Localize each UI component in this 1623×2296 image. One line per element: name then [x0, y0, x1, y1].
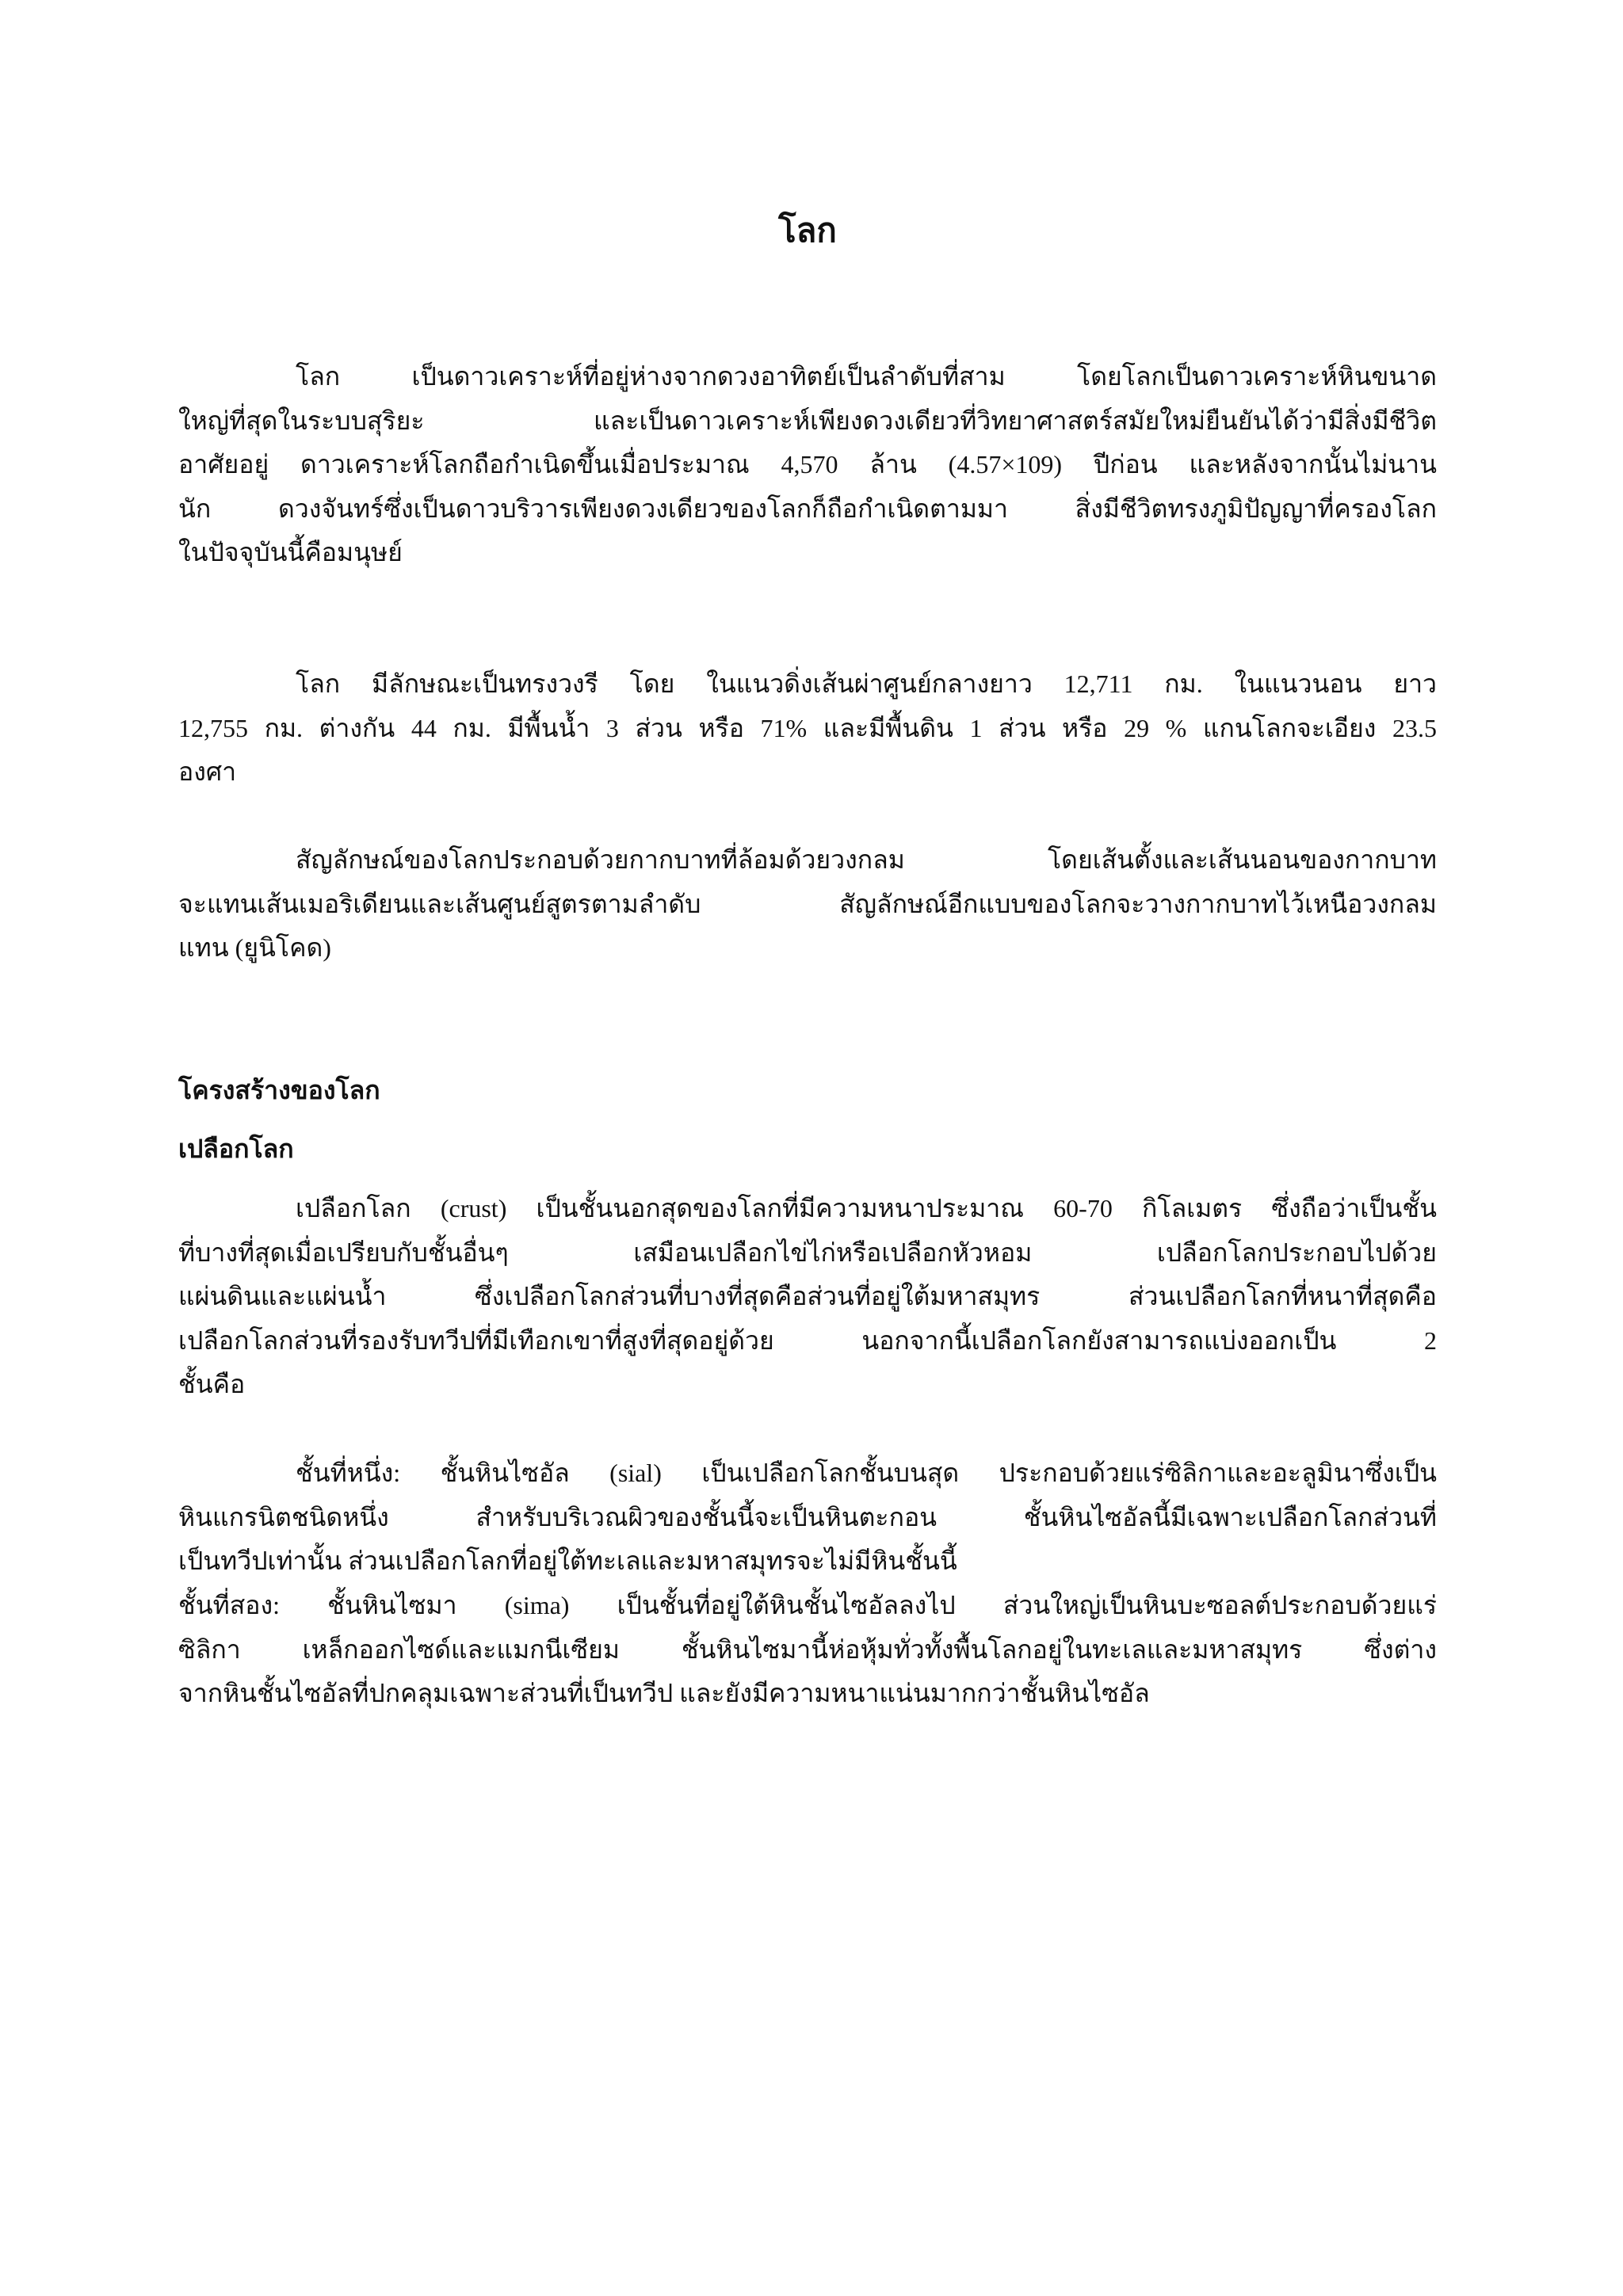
text-line: ชั้นคือ	[178, 1370, 246, 1398]
text-line: สัญลักษณ์ของโลกประกอบด้วยกากบาทที่ล้อมด้วยวงกลม โดยเส้นตั้งและเส้นนอนของกากบาท	[296, 845, 1437, 874]
text-line: จากหินชั้นไซอัลที่ปกคลุมเฉพาะส่วนที่เป็นทวีป และยังมีความหนาแน่นมากกว่าชั้นหินไซอัล	[178, 1679, 1150, 1707]
crust-paragraph	[178, 1187, 1437, 1407]
text-line: เป็นทวีปเท่านั้น ส่วนเปลือกโลกที่อยู่ใต้ทะเลและมหาสมุทรจะไม่มีหินชั้นนี้	[178, 1547, 957, 1575]
text-line: เปลือกโลกส่วนที่รองรับทวีปที่มีเทือกเขาที่สูงที่สุดอยู่ด้วย นอกจากนี้เปลือกโลกยังสามารถแบ่งออกเป็น 2	[178, 1325, 1437, 1355]
text-line: ใหญ่ที่สุดในระบบสุริยะ และเป็นดาวเคราะห์เพียงดวงเดียวที่วิทยาศาสตร์สมัยใหม่ยืนยันได้ว่ามีสิ่งมีชีวิต	[178, 406, 1437, 435]
document-title: โลก	[778, 213, 837, 250]
text-line: ในปัจจุบันนี้คือมนุษย์	[178, 538, 403, 566]
text-line: นัก ดวงจันทร์ซึ่งเป็นดาวบริวารเพียงดวงเดียวของโลกก็ถือกำเนิดตามมา สิ่งมีชีวิตทรงภูมิปัญญาที่ครองโลก	[178, 494, 1437, 523]
text-line: แผ่นดินและแผ่นน้ำ ซึ่งเปลือกโลกส่วนที่บางที่สุดคือส่วนที่อยู่ใต้มหาสมุทร ส่วนเปลือกโลกที่หนาที่สุดคือ	[178, 1282, 1437, 1310]
text-line: ซิลิกา เหล็กออกไซด์และแมกนีเซียม ชั้นหินไซมานี้ห่อหุ้มทั่วทั้งพื้นโลกอยู่ในทะเลและมหาสมุทร ซึ่งต่าง	[178, 1634, 1437, 1664]
intro-paragraph-2	[178, 662, 1437, 795]
text-line: ชั้นที่สอง: ชั้นหินไซมา (sima) เป็นชั้นที่อยู่ใต้หินชั้นไซอัลลงไป ส่วนใหญ่เป็นหินบะซอลต์ประกอบด้วยแร่	[178, 1591, 1437, 1619]
text-line: หินแกรนิตชนิดหนึ่ง สำหรับบริเวณผิวของชั้นนี้จะเป็นหินตะกอน ชั้นหินไซอัลนี้มีเฉพาะเปลือกโลกส่วนที่	[178, 1502, 1437, 1531]
text-line: โลก เป็นดาวเคราะห์ที่อยู่ห่างจากดวงอาทิตย์เป็นลำดับที่สาม โดยโลกเป็นดาวเคราะห์หินขนาด	[296, 362, 1437, 391]
text-line: แทน (ยูนิโคด)	[178, 933, 331, 962]
intro-paragraph-1	[178, 355, 1437, 575]
text-line: 12,755 กม. ต่างกัน 44 กม. มีพื้นน้ำ 3 ส่วน หรือ 71% และมีพื้นดิน 1 ส่วน หรือ 29 % แกนโลกจะเอียง 23.5	[178, 713, 1437, 742]
sima-paragraph	[178, 1584, 1437, 1716]
subsection-heading: เปลือกโลก	[178, 1135, 294, 1163]
section-heading: โครงสร้างของโลก	[178, 1076, 380, 1104]
text-line: จะแทนเส้นเมอริเดียนและเส้นศูนย์สูตรตามลำดับ สัญลักษณ์อีกแบบของโลกจะวางกากบาทไว้เหนือวงกลม	[178, 889, 1437, 918]
sial-paragraph	[178, 1451, 1437, 1584]
intro-paragraph-3	[178, 838, 1437, 971]
text-line: องศา	[178, 757, 237, 786]
text-line: ชั้นที่หนึ่ง: ชั้นหินไซอัล (sial) เป็นเปลือกโลกชั้นบนสุด ประกอบด้วยแร่ซิลิกาและอะลูมินาซึ่งเป็น	[296, 1459, 1437, 1487]
text-line: โลก มีลักษณะเป็นทรงวงรี โดย ในแนวดิ่งเส้นผ่าศูนย์กลางยาว 12,711 กม. ในแนวนอน ยาว	[296, 669, 1437, 698]
text-line: อาศัยอยู่ ดาวเคราะห์โลกถือกำเนิดขึ้นเมื่อประมาณ 4,570 ล้าน (4.57×109) ปีก่อน และหลังจากนั้นไม่นาน	[178, 450, 1437, 479]
text-line: เปลือกโลก (crust) เป็นชั้นนอกสุดของโลกที่มีความหนาประมาณ 60-70 กิโลเมตร ซึ่งถือว่าเป็นชั้น	[296, 1194, 1437, 1222]
text-line: ที่บางที่สุดเมื่อเปรียบกับชั้นอื่นๆ เสมือนเปลือกไข่ไก่หรือเปลือกหัวหอม เปลือกโลกประกอบไปด้วย	[178, 1238, 1437, 1267]
